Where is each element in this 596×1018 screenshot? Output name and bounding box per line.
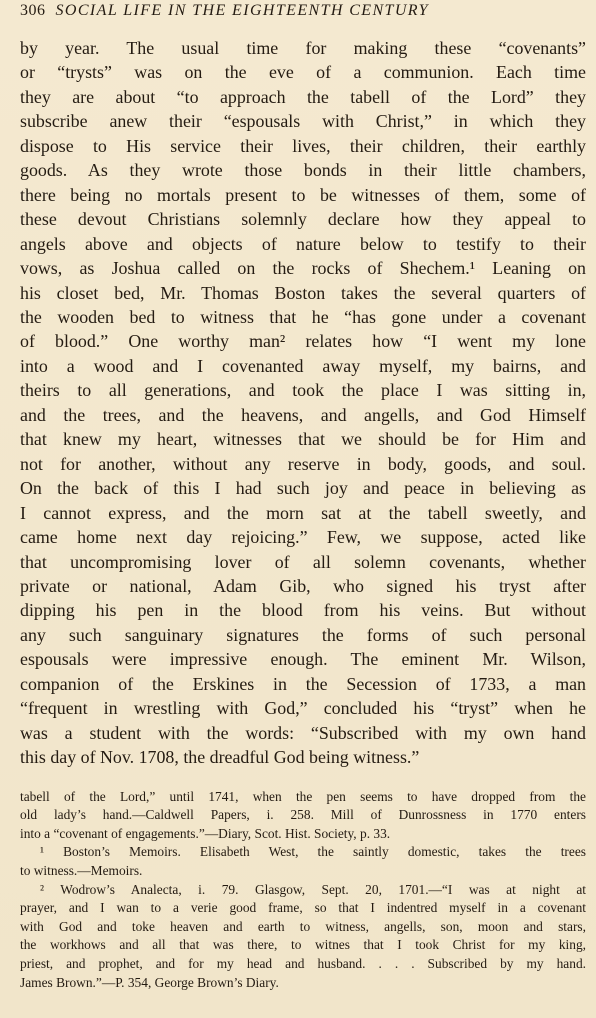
body-line: was a student with the words: “Subscribed with my own hand (20, 722, 586, 743)
body-paragraph (20, 36, 586, 770)
footnote-line: the workhows and all that was there, to witnes that I took Christ for my king, (20, 937, 586, 953)
body-line: I cannot express, and the morn sat at the tabell sweetly, and (20, 502, 586, 523)
body-line: these devout Christians solemnly declare how they appeal to (20, 209, 586, 230)
body-line: companion of the Erskines in the Secession of 1733, a man (20, 673, 586, 694)
body-line: that knew my heart, witnesses that we should be for Him and (20, 429, 586, 450)
page-number: 306 (20, 2, 46, 19)
body-line: angels above and objects of nature below to testify to their (20, 233, 586, 254)
footnote (20, 881, 586, 993)
footnote-line: old lady’s hand.—Caldwell Papers, i. 258. Mill of Dunrossness in 1770 enters (20, 807, 586, 823)
body-line: that uncompromising lover of all solemn covenants, whether (20, 551, 586, 572)
body-line: any such sanguinary signatures the forms of such personal (20, 624, 586, 645)
footnote-line: with God and toke heaven and earth to witness, angells, son, moon and stars, (20, 918, 586, 934)
body-line: dipping his pen in the blood from his veins. But without (20, 600, 586, 621)
body-line: not for another, without any reserve in body, goods, and soul. (20, 453, 586, 474)
footnote-line: ² Wodrow’s Analecta, i. 79. Glasgow, Sept. 20, 1701.—“I was at night at (40, 881, 586, 897)
body-line: private or national, Adam Gib, who signed his tryst after (20, 575, 586, 596)
body-line: and the trees, and the heavens, and angells, and God Himself (20, 404, 586, 425)
body-line: goods. As they wrote those bonds in their little chambers, (20, 160, 586, 181)
footnote-line: into a “covenant of engagements.”—Diary, Scot. Hist. Society, p. 33. (20, 825, 391, 841)
body-line: they are about “to approach the tabell of the Lord” they (20, 86, 586, 107)
footnotes (20, 788, 586, 993)
footnote-line: James Brown.”—P. 354, George Brown’s Diary. (20, 974, 279, 990)
body-line: espousals were impressive enough. The eminent Mr. Wilson, (20, 649, 586, 670)
body-line: into a wood and I covenanted away myself, my bairns, and (20, 355, 586, 376)
running-head (20, 2, 586, 36)
body-line: this day of Nov. 1708, the dreadful God being witness.” (20, 747, 420, 768)
footnote-line: tabell of the Lord,” until 1741, when the pen seems to have dropped from the (20, 788, 586, 804)
footnote-line: priest, and prophet, and for my head and husband. . . . Subscribed by my hand. (20, 955, 586, 971)
body-line: by year. The usual time for making these “covenants” (20, 38, 586, 58)
body-line: theirs to all generations, and took the place I was sitting in, (20, 380, 586, 401)
running-title: SOCIAL LIFE IN THE EIGHTEENTH CENTURY (55, 2, 429, 19)
footnote (20, 843, 586, 880)
body-line: came home next day rejoicing.” Few, we suppose, acted like (20, 527, 586, 548)
footnote (20, 788, 586, 844)
body-line: dispose to His service their lives, their children, their earthly (20, 135, 586, 156)
body-line: his closet bed, Mr. Thomas Boston takes the several quarters of (20, 282, 586, 303)
footnote-line: ¹ Boston’s Memoirs. Elisabeth West, the saintly domestic, takes the trees (40, 844, 586, 860)
body-line: the wooden bed to witness that he “has gone under a covenant (20, 306, 586, 327)
footnote-line: to witness.—Memoirs. (20, 862, 143, 878)
body-line: vows, as Joshua called on the rocks of Shechem.¹ Leaning on (20, 258, 586, 279)
footnote-line: prayer, and I wan to a verie good frame, so that I indentred myself in a covenant (20, 900, 586, 916)
body-line: subscribe anew their “espousals with Christ,” in which they (20, 111, 586, 132)
body-line: or “trysts” was on the eve of a communion. Each time (20, 62, 586, 83)
body-line: of blood.” One worthy man² relates how “I went my lone (20, 331, 586, 352)
body-line: “frequent in wrestling with God,” concluded his “tryst” when he (20, 698, 586, 719)
body-line: On the back of this I had such joy and peace in believing as (20, 478, 586, 499)
body-line: there being no mortals present to be witnesses of them, some of (20, 184, 586, 205)
